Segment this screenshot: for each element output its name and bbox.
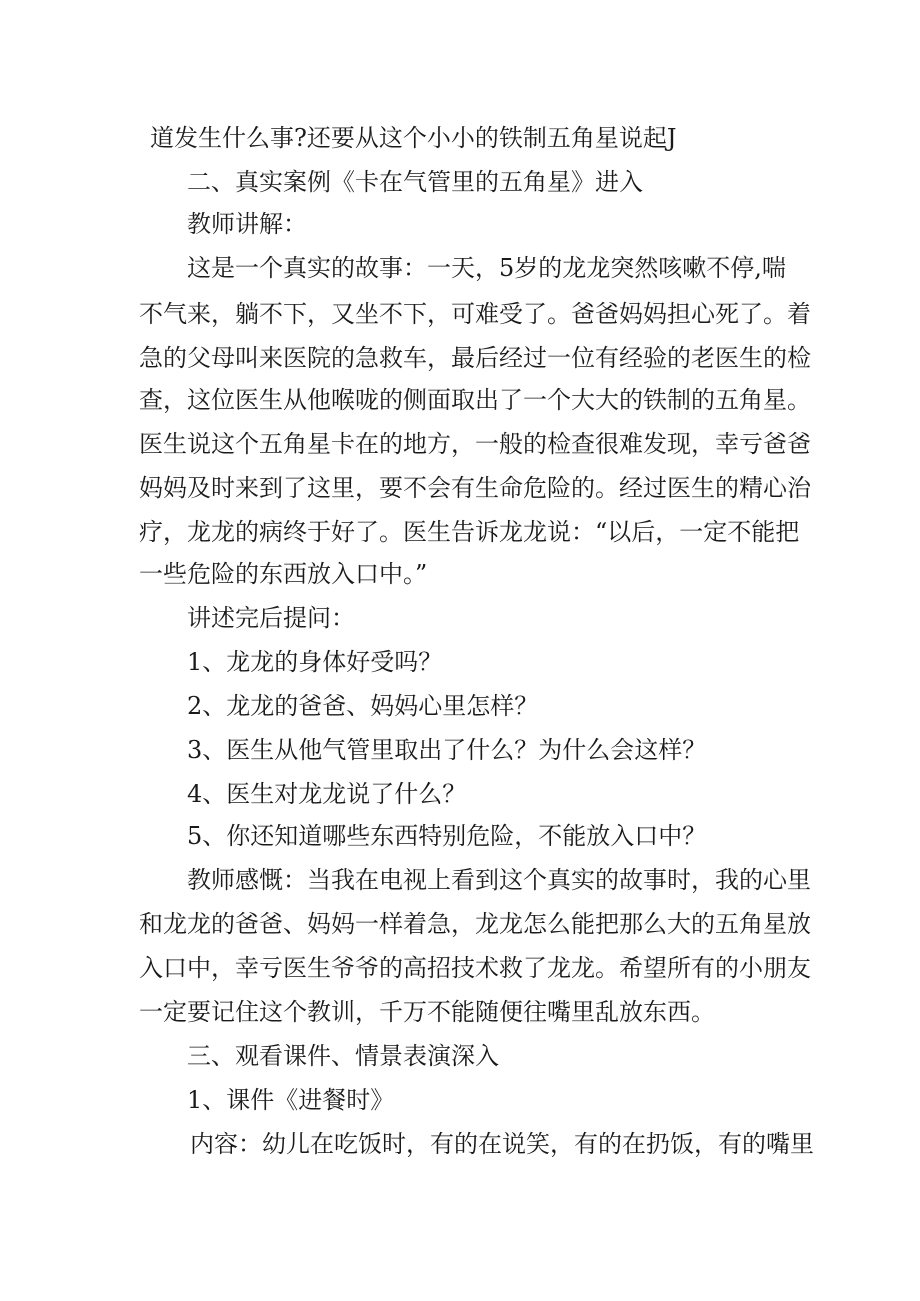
paragraph-line-3: 急的父母叫来医院的急救车，最后经过一位有经验的老医生的检 (139, 344, 811, 372)
content-line: 内容：幼儿在吃饭时，有的在说笑，有的在扔饭，有的嘴里 (190, 1130, 814, 1158)
question-5: 5、你还知道哪些东西特别危险，不能放入口中？ (187, 822, 707, 850)
paragraph-line-2: 不气来，躺不下，又坐不下，可难受了。爸爸妈妈担心死了。着 (139, 300, 811, 328)
paragraph-line-4: 查，这位医生从他喉咙的侧面取出了一个大大的铁制的五角星。 (139, 386, 811, 414)
reflection-line-4: 一定要记住这个教训，千万不能随便往嘴里乱放东西。 (139, 998, 715, 1026)
question-1: 1、龙龙的身体好受吗？ (187, 648, 443, 676)
paragraph-line-1: 这是一个真实的故事：一天，5岁的龙龙突然咳嗽不停,喘 (187, 254, 786, 282)
text-line-1: 道发生什么事?还要从这个小小的铁制五角星说起J (150, 124, 677, 152)
paragraph-line-6: 妈妈及时来到了这里，要不会有生命危险的。经过医生的精心治 (139, 474, 811, 502)
paragraph-line-7: 疗，龙龙的病终于好了。医生告诉龙龙说：“以后，一定不能把 (139, 518, 800, 546)
text-line-question-intro: 讲述完后提问： (187, 604, 355, 632)
paragraph-line-8: 一些危险的东西放入口中。” (139, 560, 428, 588)
text-line-3: 教师讲解： (187, 210, 307, 238)
subsection-heading: 1、课件《进餐时》 (187, 1086, 395, 1114)
section-heading-2: 二、真实案例《卡在气管里的五角星》进入 (187, 168, 643, 196)
question-4: 4、医生对龙龙说了什么？ (187, 780, 467, 808)
section-heading-3: 三、观看课件、情景表演深入 (187, 1042, 499, 1070)
reflection-line-2: 和龙龙的爸爸、妈妈一样着急，龙龙怎么能把那么大的五角星放 (139, 910, 811, 938)
question-3: 3、医生从他气管里取出了什么？为什么会这样？ (187, 736, 707, 764)
question-2: 2、龙龙的爸爸、妈妈心里怎样？ (187, 692, 539, 720)
paragraph-line-5: 医生说这个五角星卡在的地方，一般的检查很难发现，幸亏爸爸 (139, 430, 811, 458)
reflection-line-3: 入口中，幸亏医生爷爷的高招技术救了龙龙。希望所有的小朋友 (139, 954, 811, 982)
reflection-line-1: 教师感慨：当我在电视上看到这个真实的故事时，我的心里 (187, 866, 811, 894)
